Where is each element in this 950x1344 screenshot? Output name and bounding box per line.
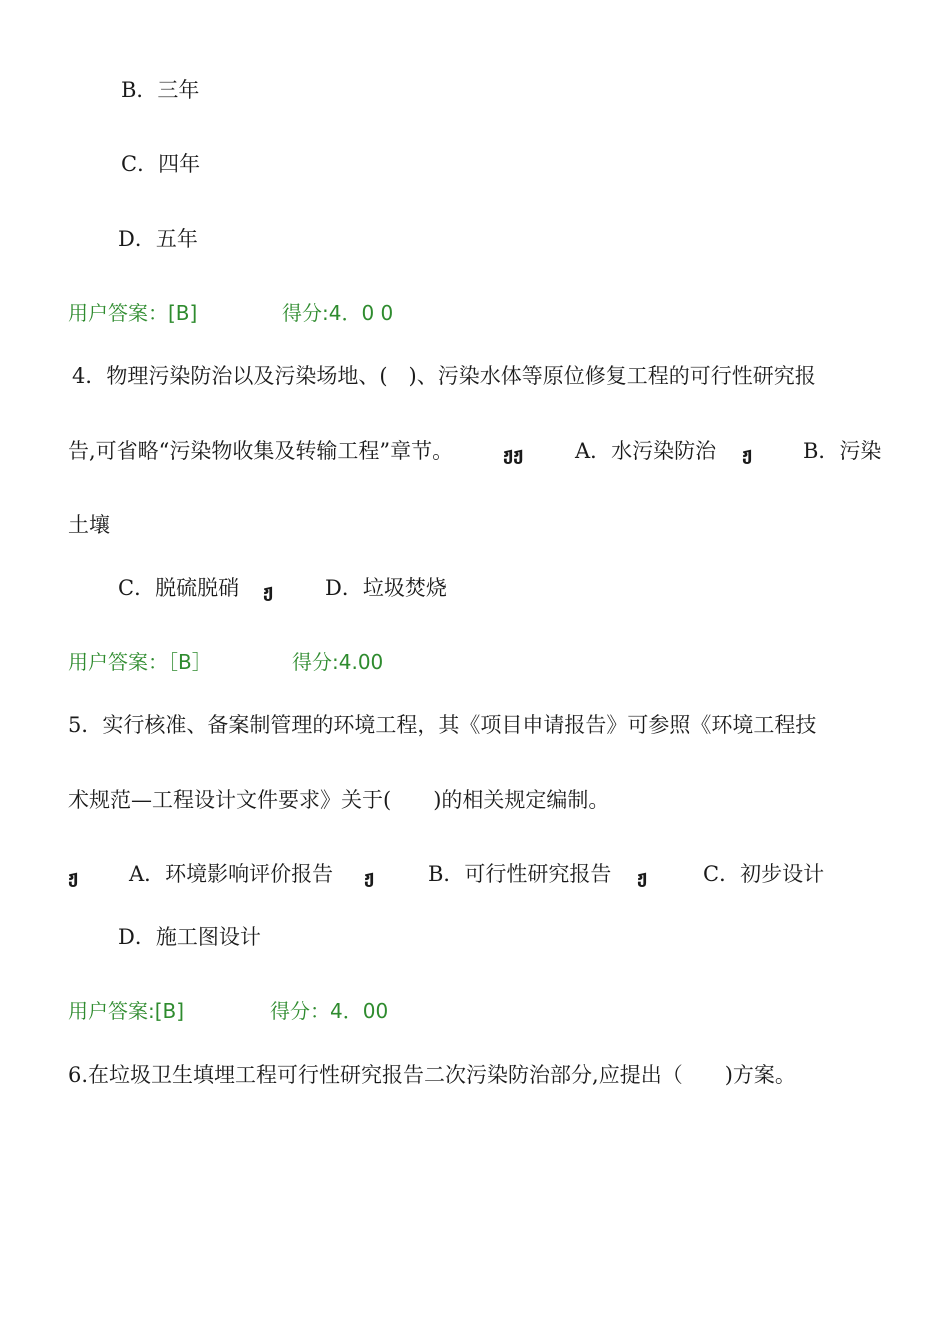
q4-option-d: D．垃圾焚烧: [325, 576, 447, 600]
q5-score: 得分：4．00: [270, 999, 389, 1023]
q5-option-a: A．环境影响评价报告: [129, 862, 334, 886]
q6-stem: 6.在垃圾卫生填埋工程可行性研究报告二次污染防治部分,应提出（ )方案。: [68, 1063, 796, 1087]
q5-option-c: C．初步设计: [703, 862, 825, 886]
q5-stem-line1: 5．实行核准、备案制管理的环境工程，其《项目申请报告》可参照《环境工程技: [68, 713, 817, 737]
q4-stem-line2: 告,可省略“污染物收集及转输工程”章节。: [68, 439, 454, 463]
q4-option-b-part2: 土壤: [68, 513, 110, 537]
q5-option-d: D．施工图设计: [118, 925, 261, 949]
q5-stem-line2: 术规范—工程设计文件要求》关于( )的相关规定编制。: [68, 788, 610, 812]
q4-option-b-part1: B．污染: [803, 439, 882, 463]
q4-option-d-marker: ჟ: [263, 581, 274, 602]
q4-score: 得分:4.00: [292, 650, 384, 674]
q3-option-b: B．三年: [121, 78, 200, 102]
q3-option-d: D．五年: [118, 227, 198, 251]
q5-option-b: B．可行性研究报告: [428, 862, 612, 886]
q5-user-answer: 用户答案:[B]: [68, 999, 185, 1023]
q5-option-c-marker: ჟ: [637, 867, 648, 888]
q4-user-answer: 用户答案：［B］: [68, 650, 212, 674]
q3-score: 得分:4．0 0: [282, 301, 394, 325]
q5-option-b-marker: ჟ: [364, 867, 375, 888]
q4-option-a-marker: ჟჟ: [503, 444, 524, 465]
q4-stem-line1: 4．物理污染防治以及污染场地、( )、污染水体等原位修复工程的可行性研究报: [72, 364, 816, 388]
q4-option-c: C．脱硫脱硝: [118, 576, 240, 600]
q5-option-a-marker: ჟ: [68, 867, 79, 888]
q3-option-c: C．四年: [121, 152, 201, 176]
q3-user-answer: 用户答案：[B]: [68, 301, 198, 325]
q4-option-b-marker: ჟ: [742, 444, 753, 465]
q4-option-a: A．水污染防治: [575, 439, 717, 463]
